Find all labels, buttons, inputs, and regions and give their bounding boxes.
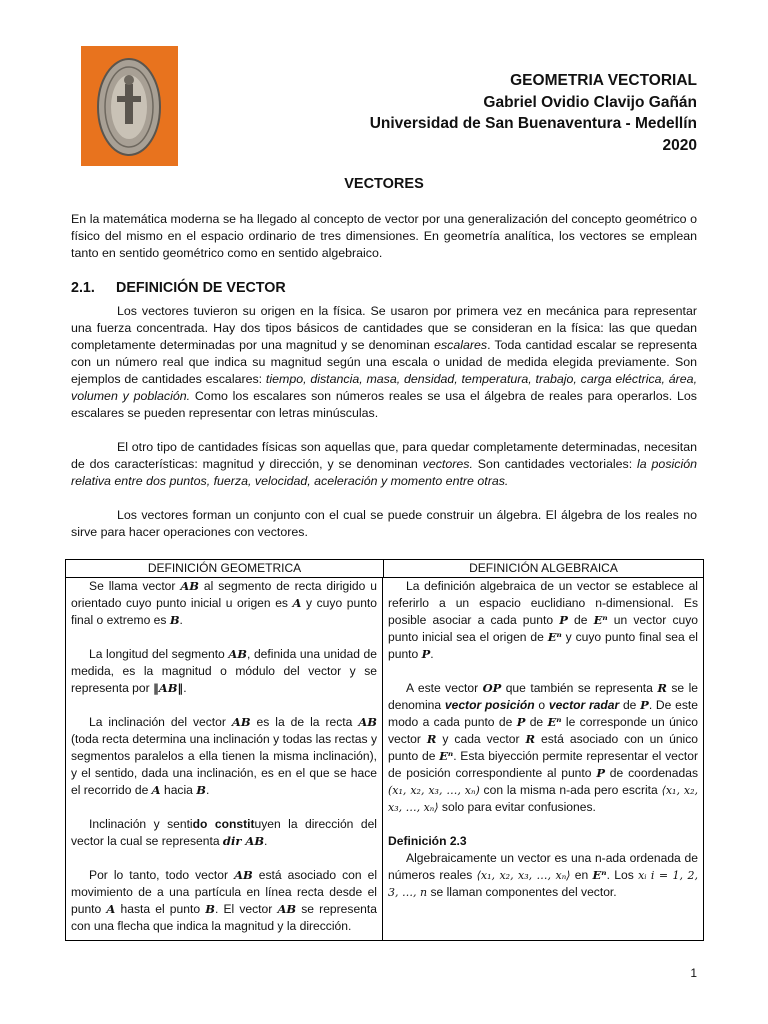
algebraic-definition-cell xyxy=(383,578,703,940)
geo-para-5: Por lo tanto, todo vector AB está asociado con el movimiento de a una partícula en línea recta desde el punto A hasta el punto B. El vector AB se representa con una flecha que indica la magnitud y la dirección. xyxy=(71,868,378,933)
document-header xyxy=(370,70,697,156)
alg-para-1: La definición algebraica de un vector se establece al referirlo a un espacio euclidiano n-dimensional. Es posible asociar a cada punto P de Eⁿ un vector cuyo punto inicial sea el origen de Eⁿ y cuyo punto final sea el punto P. xyxy=(388,579,698,661)
section-heading xyxy=(71,280,286,296)
geo-para-4: Inclinación y sentido constituyen la dirección del vector la cual se representa dir AB. xyxy=(71,817,377,848)
university-name: Universidad de San Buenaventura - Medellín xyxy=(369,115,697,132)
header-geometric: DEFINICIÓN GEOMETRICA xyxy=(66,560,384,577)
paragraph-vectors: El otro tipo de cantidades físicas son aquellas que, para quedar completamente determinadas, necesitan de dos características: magnitud y dirección, y se denominan vectores. Son cantidades vectoriales: la posición relativa entre dos puntos, fuerza, velocidad, aceleración y momento entre otras. xyxy=(71,440,697,488)
definition-label: Definición 2.3 xyxy=(388,834,467,848)
section-number: 2.1. xyxy=(71,280,95,296)
section-title: DEFINICIÓN DE VECTOR xyxy=(116,280,286,296)
paragraph-scalars: Los vectores tuvieron su origen en la física. Se usaron por primera vez en mecánica para representar una fuerza concentrada. Hay dos tipos básicos de cantidades que se consideran en la física: las que quedan completamente determinadas por una magnitud y se denominan escalares. Toda cantidad escalar se representa con un número real que indica su magnitud según una escala o unidad de medida elegida previamente. Son ejemplos de cantidades escalares: tiempo, distancia, masa, densidad, temperatura, trabajo, carga eléctrica, área, volumen y población. Como los escalares son números reales se usa el álgebra de reales para operarlos. Los escalares se pueden representar con letras minúsculas. xyxy=(71,304,698,420)
intro-paragraph: En la matemática moderna se ha llegado al concepto de vector por una generalización del concepto geométrico o físico del mismo en el espacio ordinario de tres dimensiones. En geometría analítica, los vectores se emplean tanto en sentido geométrico como en sentido algebraico. xyxy=(71,212,697,260)
author-name: Gabriel Ovidio Clavijo Gañán xyxy=(483,93,697,111)
geo-para-2: La longitud del segmento AB, definida una unidad de medida, es la magnitud o módulo del vector y se representa por ‖AB‖. xyxy=(71,647,377,695)
definitions-table xyxy=(65,559,704,941)
geo-para-3: La inclinación del vector AB es la de la recta AB (toda recta determina una inclinación y todas las rectas y segmentos paralelos a ella tienen la misma inclinación), y el sentido, dada una inclinación, es en el que se hace el recorrido de A hacia B. xyxy=(71,715,377,797)
alg-para-2: A este vector OP que también se representa R se le denomina vector posición o vector radar de P. De este modo a cada punto de P de Eⁿ le corresponde un único vector R y cada vector R está asociado con un único punto de Eⁿ. Esta biyección permite representar el vector de posición correspondiente al punto P de coordenadas (x₁, x₂, x₃, …, xₙ) con la misma n-ada pero escrita ⟨x₁, x₂, x₃, …, xₙ⟩ solo para evitar confusiones. xyxy=(388,681,699,814)
header-algebraic: DEFINICIÓN ALGEBRAICA xyxy=(469,561,618,575)
page-number: 1 xyxy=(690,966,697,980)
paragraph-algebra: Los vectores forman un conjunto con el cual se puede construir un álgebra. El álgebra de los reales no sirve para hacer operaciones con vectores. xyxy=(71,508,697,539)
university-seal-logo xyxy=(81,46,178,166)
alg-para-3: Algebraicamente un vector es una n-ada ordenada de números reales ⟨x₁, x₂, x₃, …, xₙ⟩ en Eⁿ. Los xᵢ i = 1, 2, 3, …, n se llaman componentes del vector. xyxy=(388,851,698,899)
geometric-definition-cell xyxy=(66,578,383,940)
page-title: VECTORES xyxy=(344,176,424,192)
table-header-row xyxy=(66,560,703,578)
course-title: GEOMETRIA VECTORIAL xyxy=(510,72,697,89)
year: 2020 xyxy=(662,136,697,154)
table-body-row xyxy=(66,578,703,940)
geo-para-1: Se llama vector AB al segmento de recta dirigido u orientado cuyo punto inicial u origen es A y cuyo punto final o extremo es B. xyxy=(71,579,378,627)
